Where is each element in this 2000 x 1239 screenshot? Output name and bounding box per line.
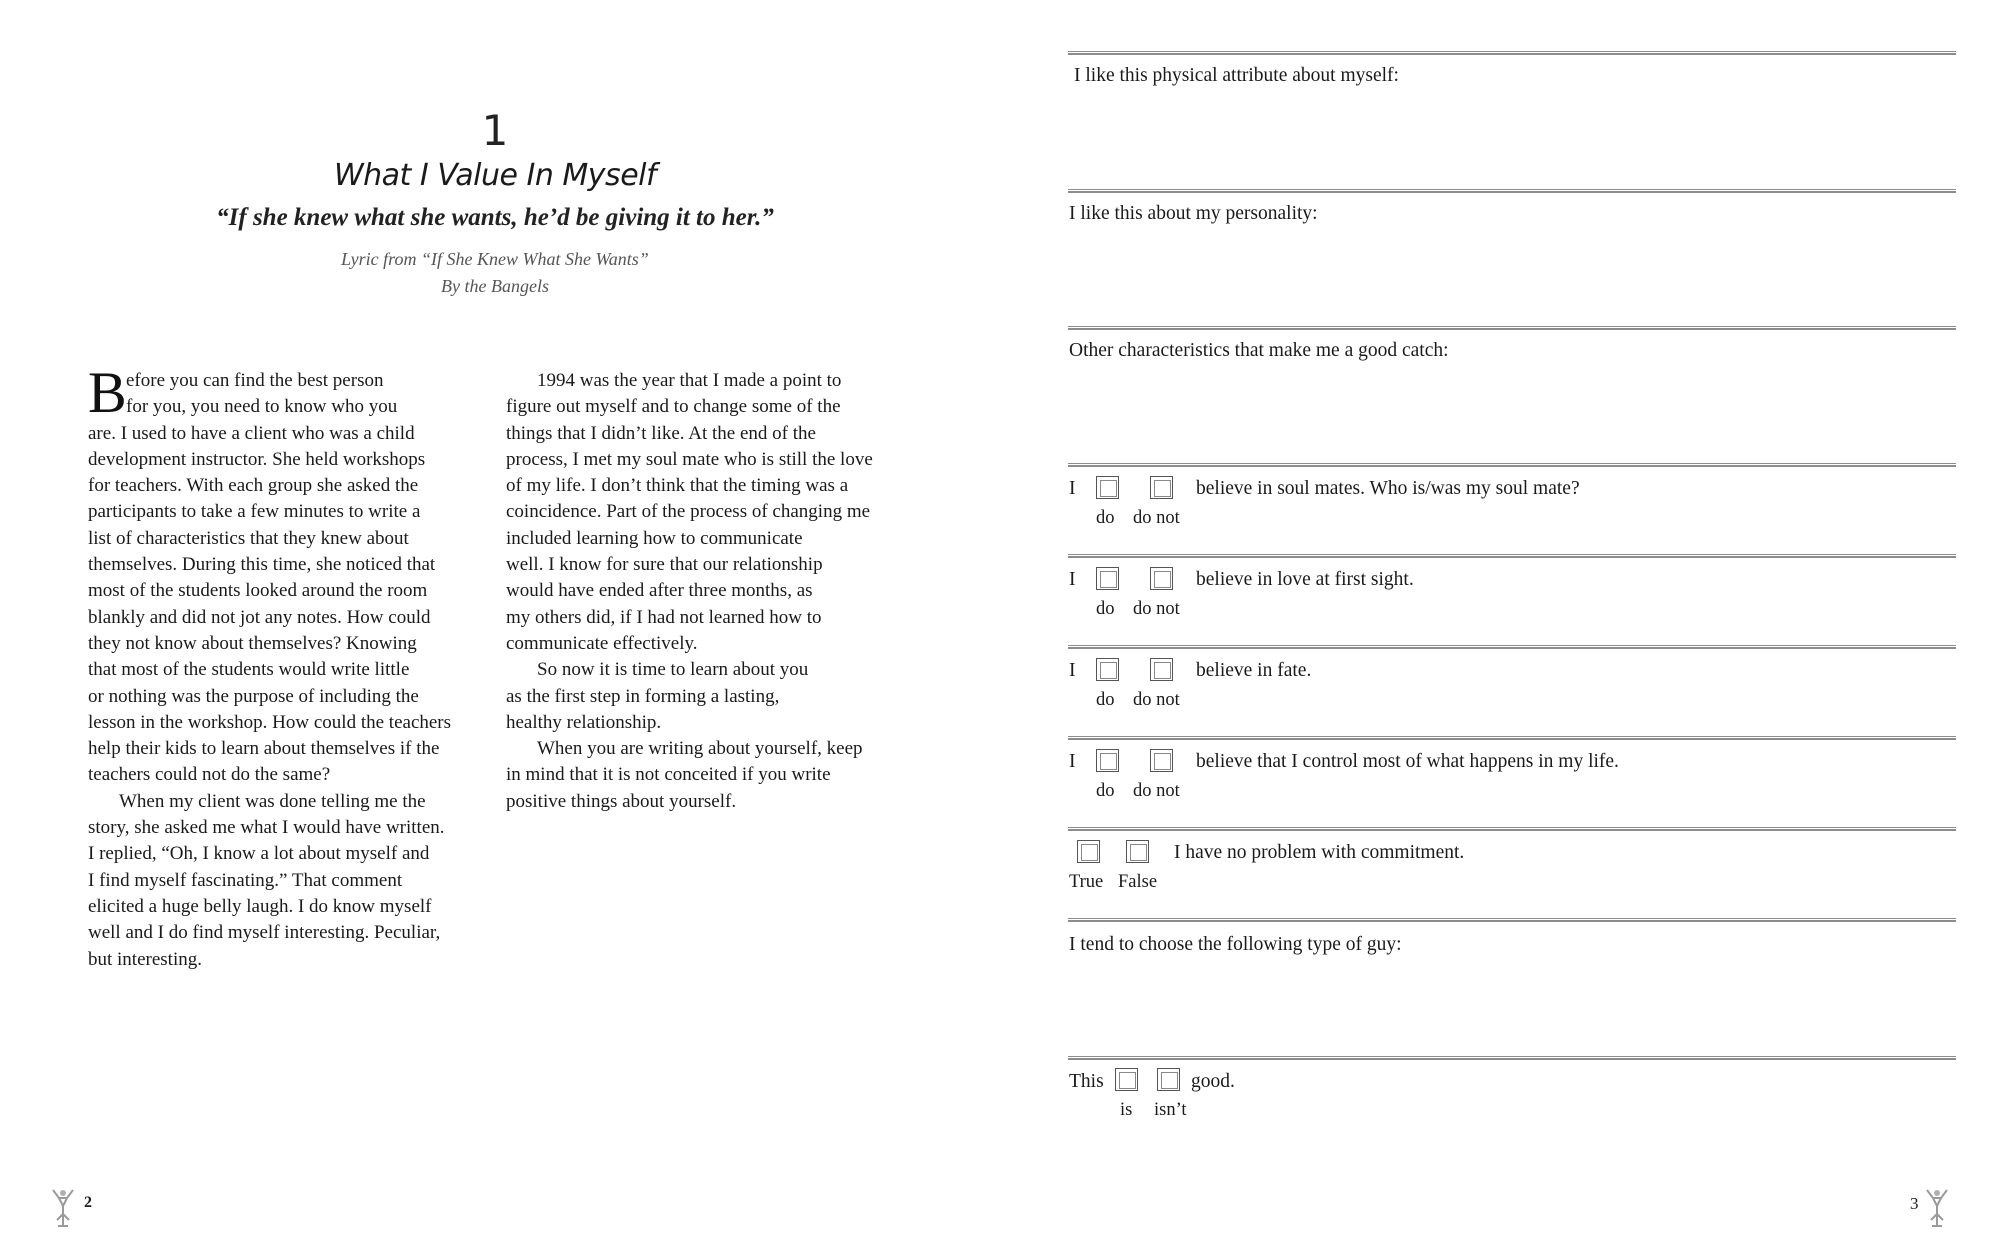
- section-divider: [1068, 189, 1956, 193]
- statement-commitment: I have no problem with commitment.: [1174, 842, 1465, 863]
- text-line: participants to take a few minutes to write a: [88, 501, 421, 523]
- section-divider: [1068, 463, 1956, 467]
- do-label: do: [1096, 508, 1115, 528]
- section-divider: [1068, 827, 1956, 831]
- text-line: coincidence. Part of the process of changing me: [506, 501, 871, 523]
- is-checkbox[interactable]: [1115, 1068, 1138, 1091]
- do-label: do: [1096, 599, 1115, 619]
- text-line: themselves. During this time, she noticed that: [88, 554, 436, 576]
- pronoun-i: I: [1069, 569, 1076, 590]
- statement-love-at-first-sight: believe in love at first sight.: [1196, 569, 1414, 590]
- good-label: good.: [1191, 1071, 1235, 1092]
- section-divider: [1068, 645, 1956, 649]
- section-divider: [1068, 1056, 1956, 1060]
- do-not-label: do not: [1133, 781, 1180, 801]
- text-line: lesson in the workshop. How could the teachers: [88, 711, 452, 733]
- do-not-label: do not: [1133, 690, 1180, 710]
- section-divider: [1068, 736, 1956, 740]
- body-column-2: [506, 368, 906, 815]
- isnt-label: isn’t: [1154, 1100, 1187, 1120]
- text-line: efore you can find the best person: [126, 370, 384, 391]
- text-line: communicate effectively.: [506, 632, 698, 654]
- page-number: 3: [1910, 1194, 1919, 1213]
- pronoun-i: I: [1069, 660, 1076, 681]
- text-line: story, she asked me what I would have written.: [88, 817, 445, 839]
- attribution-line: Lyric from “If She Knew What She Wants”: [341, 249, 649, 269]
- false-label: False: [1118, 872, 1158, 892]
- text-line: process, I met my soul mate who is still the love: [506, 448, 873, 470]
- do-checkbox[interactable]: [1096, 749, 1119, 772]
- prompt-type-of-guy: I tend to choose the following type of guy:: [1069, 934, 1402, 955]
- chapter-title: What I Value In Myself: [333, 158, 657, 193]
- text-line: they not know about themselves? Knowing: [88, 632, 417, 654]
- do-checkbox[interactable]: [1096, 658, 1119, 681]
- text-line: or nothing was the purpose of including the: [88, 685, 419, 707]
- pronoun-i: I: [1069, 478, 1076, 499]
- text-line: When you are writing about yourself, keep: [537, 738, 863, 760]
- do-not-label: do not: [1133, 508, 1180, 528]
- is-label: is: [1120, 1100, 1133, 1120]
- text-line: that most of the students would write little: [88, 659, 410, 681]
- epigraph-attribution: [0, 246, 990, 300]
- text-line: When my client was done telling me the: [119, 790, 426, 812]
- text-line: things that I didn’t like. At the end of the: [506, 422, 816, 444]
- body-column-1: [88, 360, 488, 973]
- text-line: included learning how to communicate: [506, 527, 803, 549]
- text-line: So now it is time to learn about you: [537, 659, 809, 681]
- text-line: teachers could not do the same?: [88, 764, 331, 786]
- publisher-logo-icon: [1922, 1186, 1952, 1230]
- isnt-checkbox[interactable]: [1157, 1068, 1180, 1091]
- do-label: do: [1096, 690, 1115, 710]
- text-line: for teachers. With each group she asked the: [88, 475, 419, 497]
- this-label: This: [1069, 1071, 1104, 1092]
- do-label: do: [1096, 781, 1115, 801]
- opening-paragraph: [88, 360, 488, 425]
- text-line: help their kids to learn about themselves if the: [88, 738, 440, 760]
- text-line: most of the students looked around the room: [88, 580, 428, 602]
- text-line: 1994 was the year that I made a point to: [537, 370, 842, 391]
- statement-soul-mates: believe in soul mates. Who is/was my soul mate?: [1196, 478, 1580, 499]
- section-divider: [1068, 326, 1956, 330]
- statement-fate: believe in fate.: [1196, 660, 1312, 681]
- text-line: of my life. I don’t think that the timing was a: [506, 475, 849, 497]
- pronoun-i: I: [1069, 751, 1076, 772]
- epigraph-quote: “If she knew what she wants, he’d be giving it to her.”: [216, 204, 774, 231]
- do-not-checkbox[interactable]: [1150, 658, 1173, 681]
- text-line: would have ended after three months, as: [506, 580, 813, 602]
- text-line: list of characteristics that they knew about: [88, 527, 409, 549]
- do-not-checkbox[interactable]: [1150, 749, 1173, 772]
- text-line: elicited a huge belly laugh. I do know myself: [88, 895, 432, 917]
- prompt-physical-attribute: I like this physical attribute about myself:: [1074, 65, 1399, 86]
- text-line: are. I used to have a client who was a child: [88, 422, 415, 444]
- text-line: healthy relationship.: [506, 711, 662, 733]
- true-checkbox[interactable]: [1077, 840, 1100, 863]
- publisher-logo-icon: [48, 1186, 78, 1230]
- attribution-line: By the Bangels: [441, 276, 549, 296]
- do-not-label: do not: [1133, 599, 1180, 619]
- section-divider: [1068, 554, 1956, 558]
- prompt-other-characteristics: Other characteristics that make me a good catch:: [1069, 340, 1449, 361]
- true-label: True: [1069, 872, 1104, 892]
- text-line: my others did, if I had not learned how to: [506, 606, 822, 628]
- text-line: I replied, “Oh, I know a lot about myself and: [88, 843, 430, 865]
- text-line: in mind that it is not conceited if you write: [506, 764, 831, 786]
- do-not-checkbox[interactable]: [1150, 567, 1173, 590]
- text-line: well and I do find myself interesting. Peculiar,: [88, 922, 441, 944]
- text-line: for you, you need to know who you: [126, 396, 398, 418]
- chapter-number: 1: [481, 106, 509, 155]
- text-line: development instructor. She held workshops: [88, 448, 426, 470]
- text-line: well. I know for sure that our relationship: [506, 554, 823, 576]
- prompt-personality: I like this about my personality:: [1069, 203, 1318, 224]
- text-line: figure out myself and to change some of the: [506, 396, 841, 418]
- text-line: I find myself fascinating.” That comment: [88, 869, 403, 891]
- text-line: positive things about yourself.: [506, 790, 737, 812]
- section-divider: [1068, 51, 1956, 55]
- false-checkbox[interactable]: [1126, 840, 1149, 863]
- statement-control: believe that I control most of what happens in my life.: [1196, 751, 1619, 772]
- right-page: [1000, 0, 2000, 1239]
- section-divider: [1068, 918, 1956, 922]
- page-number: 2: [84, 1194, 92, 1211]
- drop-cap: B: [88, 360, 127, 425]
- text-line: as the first step in forming a lasting,: [506, 685, 780, 707]
- do-checkbox[interactable]: [1096, 476, 1119, 499]
- do-checkbox[interactable]: [1096, 567, 1119, 590]
- text-line: but interesting.: [88, 948, 202, 970]
- do-not-checkbox[interactable]: [1150, 476, 1173, 499]
- text-line: blankly and did not jot any notes. How could: [88, 606, 431, 628]
